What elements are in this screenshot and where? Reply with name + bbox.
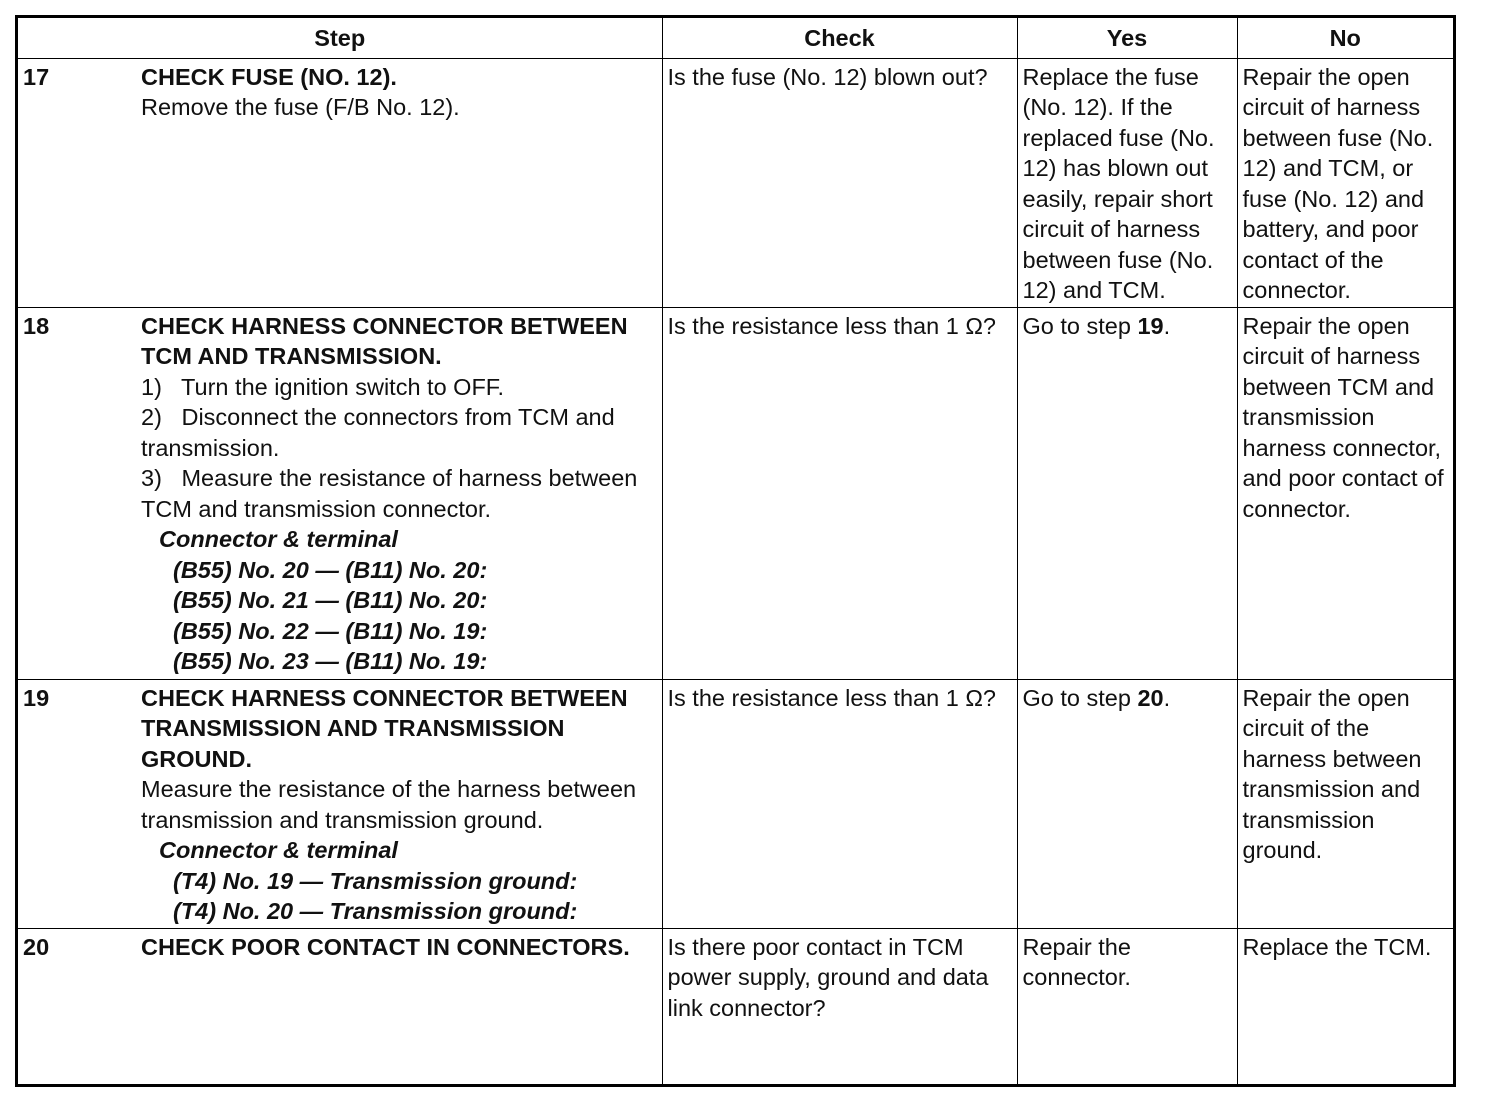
no-cell: Repair the open circuit of the harness between transmission and transmission ground.	[1237, 679, 1453, 928]
header-no: No	[1237, 18, 1453, 58]
header-yes: Yes	[1017, 18, 1237, 58]
table-row	[18, 58, 1453, 307]
step-cell	[18, 307, 662, 679]
header-row	[18, 18, 1453, 58]
step-number: 19	[23, 684, 50, 711]
check-cell: Is the resistance less than 1 Ω?	[662, 679, 1017, 928]
diagnostic-table-frame	[15, 15, 1456, 1087]
yes-cell	[1017, 679, 1237, 928]
step-link: 19	[1137, 312, 1164, 339]
yes-cell: Replace the fuse (No. 12). If the replaced fuse (No. 12) has blown out easily, repair short circuit of harness between fuse (No. 12) and TCM.	[1017, 58, 1237, 307]
step-instruction: 1) Turn the ignition switch to OFF.	[141, 373, 505, 400]
yes-prefix: Go to step	[1022, 312, 1138, 339]
connector-terminal-spec: (B55) No. 21 — (B11) No. 20:	[173, 587, 488, 613]
step-title: CHECK FUSE (NO. 12).	[141, 63, 397, 90]
step-link: 20	[1137, 684, 1164, 711]
check-cell: Is the resistance less than 1 Ω?	[662, 307, 1017, 679]
step-number: 17	[23, 63, 50, 90]
step-number: 18	[23, 312, 50, 339]
header-step: Step	[18, 18, 662, 58]
table-row	[18, 679, 1453, 928]
step-instruction: Measure the resistance of the harness between transmission and transmission ground.	[141, 776, 637, 833]
yes-suffix: .	[1163, 312, 1171, 339]
step-title: CHECK HARNESS CONNECTOR BETWEEN TRANSMISSION AND TRANSMISSION GROUND.	[141, 684, 628, 772]
connector-terminal-spec: (B55) No. 23 — (B11) No. 19:	[173, 648, 488, 674]
yes-cell: Repair the connector.	[1017, 928, 1237, 1084]
step-title: CHECK HARNESS CONNECTOR BETWEEN TCM AND TRANSMISSION.	[141, 312, 628, 369]
diagnostic-table	[18, 18, 1453, 1084]
yes-cell	[1017, 307, 1237, 679]
connector-terminal-spec: (T4) No. 20 — Transmission ground:	[173, 898, 578, 924]
connector-terminal-label: Connector & terminal	[159, 837, 398, 863]
no-cell: Replace the TCM.	[1237, 928, 1453, 1084]
check-cell: Is there poor contact in TCM power supply, ground and data link connector?	[662, 928, 1017, 1084]
table-row	[18, 928, 1453, 1084]
connector-terminal-spec: (B55) No. 22 — (B11) No. 19:	[173, 617, 488, 644]
header-check: Check	[662, 18, 1017, 58]
step-instruction: Remove the fuse (F/B No. 12).	[141, 94, 460, 120]
step-title: CHECK POOR CONTACT IN CONNECTORS.	[141, 933, 630, 960]
step-number: 20	[23, 933, 50, 960]
step-cell	[18, 928, 662, 1084]
table-row	[18, 307, 1453, 679]
check-cell: Is the fuse (No. 12) blown out?	[662, 58, 1017, 307]
step-cell	[18, 58, 662, 307]
step-instruction: 2) Disconnect the connectors from TCM and transmission.	[141, 404, 622, 461]
no-cell: Repair the open circuit of harness between fuse (No. 12) and TCM, or fuse (No. 12) and battery, and poor contact of the connector.	[1237, 58, 1453, 307]
step-instruction: 3) Measure the resistance of harness between TCM and transmission connector.	[141, 465, 644, 522]
step-cell	[18, 679, 662, 928]
connector-terminal-spec: (B55) No. 20 — (B11) No. 20:	[173, 556, 488, 583]
yes-prefix: Go to step	[1022, 684, 1138, 711]
connector-terminal-spec: (T4) No. 19 — Transmission ground:	[173, 867, 578, 894]
no-cell: Repair the open circuit of harness between TCM and transmission harness connector, and poor contact of connector.	[1237, 307, 1453, 679]
yes-suffix: .	[1163, 684, 1171, 711]
connector-terminal-label: Connector & terminal	[159, 526, 398, 552]
